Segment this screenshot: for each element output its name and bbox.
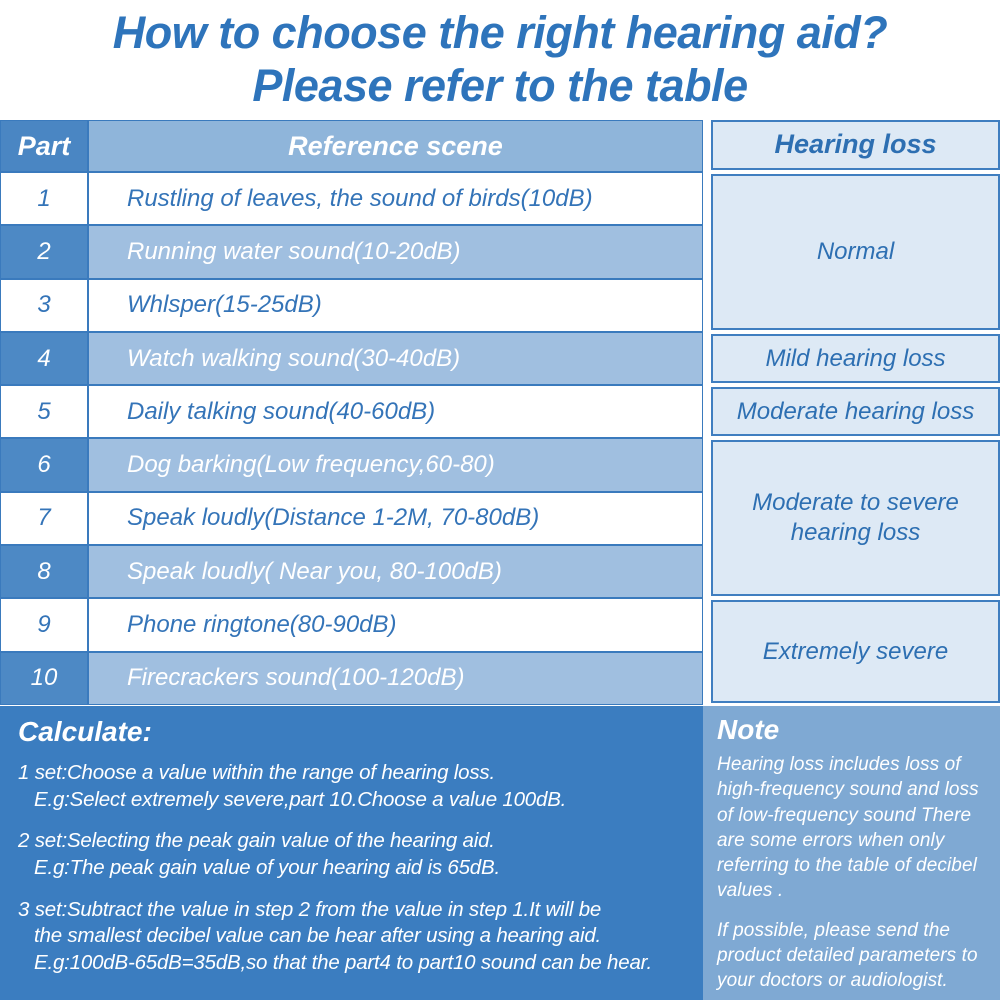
calculate-step-3-line2: the smallest decibel value can be hear after using a hearing aid.	[34, 924, 602, 948]
note-heading: Note	[717, 714, 780, 745]
hearing-loss-group-moderate-to-severe	[711, 440, 1000, 596]
table-row-5-scene: Daily talking sound(40-60dB)	[88, 385, 703, 438]
calculate-step-3-line3: E.g:100dB-65dB=35dB,so that the part4 to part10 sound can be hear.	[34, 950, 653, 974]
hearing-loss-group-moderate	[711, 387, 1000, 436]
calculate-step-2	[18, 828, 689, 881]
calculate-step-1-line1: 1 set:Choose a value within the range of hearing loss.	[18, 761, 495, 784]
calculate-heading: Calculate:	[18, 716, 152, 747]
page-title-line1: How to choose the right hearing aid?	[112, 7, 888, 58]
calculate-step-2-line1: 2 set:Selecting the peak gain value of the hearing aid.	[18, 829, 495, 853]
note-paragraph-1: Hearing loss includes loss of high-frequency sound and loss of low-frequency sound There are some errors when only referring to the table of decibel values .	[717, 754, 979, 902]
table-row-9-scene: Phone ringtone(80-90dB)	[88, 598, 703, 651]
hearing-loss-group-mild	[711, 334, 1000, 383]
hearing-loss-label: Extremely severe	[762, 637, 949, 665]
table-row-6-part: 6	[0, 438, 88, 491]
hearing-aid-table	[0, 120, 1000, 705]
table-row-5-part: 5	[0, 385, 88, 438]
table-row-6-scene: Dog barking(Low frequency,60-80)	[88, 438, 703, 491]
table-row-3-part: 3	[0, 279, 88, 332]
table-row-1-part: 1	[0, 172, 88, 225]
hearing-loss-label: Mild hearing loss	[765, 344, 946, 372]
calculate-step-2-line2: E.g:The peak gain value of your hearing aid is 65dB.	[34, 855, 500, 879]
table-row-4-scene: Watch walking sound(30-40dB)	[88, 332, 703, 385]
table-row-7-scene: Speak loudly(Distance 1-2M, 70-80dB)	[88, 492, 703, 545]
table-row-2-scene: Running water sound(10-20dB)	[88, 225, 703, 278]
page-title-line2: Please refer to the table	[252, 60, 748, 112]
table-row-10-part: 10	[0, 652, 88, 705]
table-row-8-scene: Speak loudly( Near you, 80-100dB)	[88, 545, 703, 598]
table-row-3-scene: Whlsper(15-25dB)	[88, 279, 703, 332]
hearing-loss-group-normal	[711, 174, 1000, 330]
calculate-step-1	[18, 760, 689, 813]
column-header-hearing-loss: Hearing loss	[711, 120, 1000, 170]
table-row-4-part: 4	[0, 332, 88, 385]
note-paragraph-2: If possible, please send the product detailed parameters to your doctors or audiologist.	[717, 919, 978, 992]
calculate-step-3	[18, 897, 689, 977]
table-row-7-part: 7	[0, 492, 88, 545]
column-header-part: Part	[0, 120, 88, 172]
hearing-loss-label: Normal	[816, 237, 895, 265]
calculate-panel	[0, 706, 703, 1000]
hearing-loss-label: Moderate to severe hearing loss	[752, 489, 959, 547]
table-row-9-part: 9	[0, 598, 88, 651]
table-row-1-scene: Rustling of leaves, the sound of birds(10dB)	[88, 172, 703, 225]
calculate-step-3-line1: 3 set:Subtract the value in step 2 from the value in step 1.It will be	[18, 897, 602, 921]
table-row-8-part: 8	[0, 545, 88, 598]
column-header-reference-scene: Reference scene	[88, 120, 703, 172]
calculate-step-1-line2: E.g:Select extremely severe,part 10.Choose a value 100dB.	[34, 787, 567, 811]
table-row-2-part: 2	[0, 225, 88, 278]
hearing-loss-group-extremely-severe	[711, 600, 1000, 703]
page-title	[0, 6, 1000, 112]
note-panel	[703, 706, 1000, 1000]
table-row-10-scene: Firecrackers sound(100-120dB)	[88, 652, 703, 705]
hearing-loss-label: Moderate hearing loss	[736, 397, 975, 425]
